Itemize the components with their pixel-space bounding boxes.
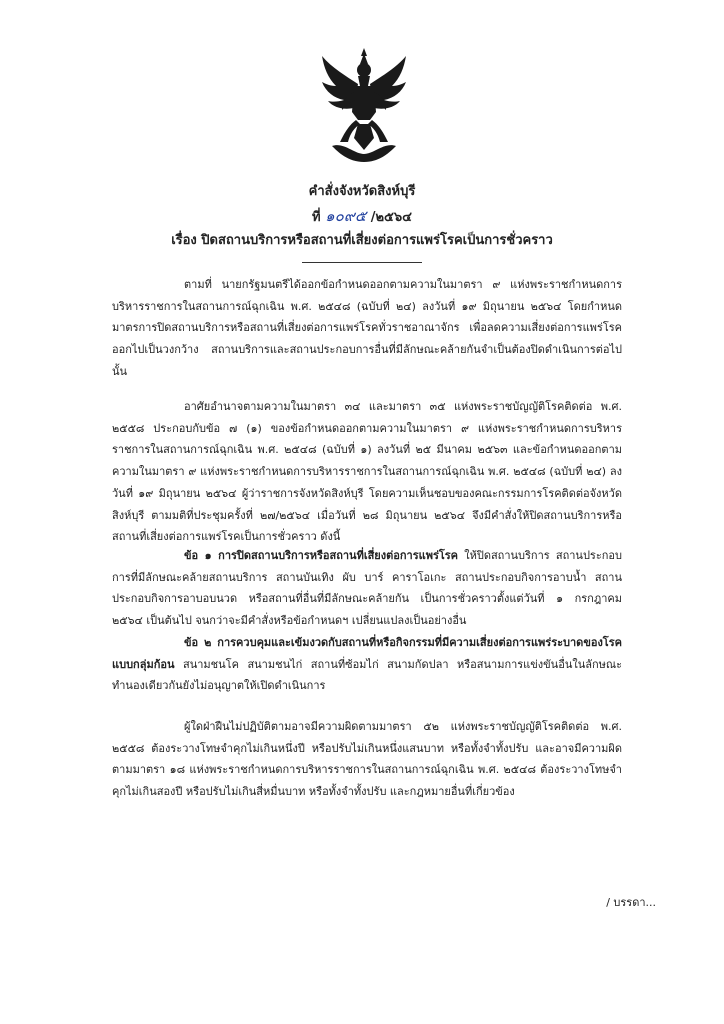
number-handwritten: ๑๐๙๕ bbox=[325, 207, 367, 225]
divider bbox=[302, 262, 422, 263]
continuation-marker: / บรรดา... bbox=[606, 896, 656, 909]
paragraph-authority: อาศัยอำนาจตามความในมาตรา ๓๔ และมาตรา ๓๕ แห่งพระราชบัญญัติโรคติดต่อ พ.ศ. ๒๕๕๘ ประกอบกับข้อ ๗ (๑) ของข้อกำหนดออกตามความในมาตรา ๙ แห่งพระราชกำหนดการบริหารราชการในสถานการณ์ฉุกเฉิน พ.ศ. ๒๕๔๘ (ฉบับที่ ๑) ลงวันที่ ๒๕ มีนาคม ๒๕๖๓ และข้อกำหนดออกตามความในมาตรา ๙ แห่งพระราชกำหนดการบริหารราชการในสถานการณ์ฉุกเฉิน พ.ศ. ๒๕๔๘ (ฉบับที่ ๒๔) ลงวันที่ ๑๙ มิถุนายน ๒๕๖๔ ผู้ว่าราชการจังหวัดสิงห์บุรี โดยความเห็นชอบของคณะกรรมการโรคติดต่อจังหวัดสิงห์บุรี ตามมติที่ประชุมครั้งที่ ๒๗/๒๕๖๔ เมื่อวันที่ ๒๘ มิถุนายน ๒๕๖๔ จึงมีคำสั่งให้ปิดสถานบริการหรือสถานที่เสี่ยงต่อการแพร่โรคเป็นการชั่วคราว ดังนี้ bbox=[112, 400, 622, 544]
document-number bbox=[0, 208, 724, 226]
paragraph-clause-2 bbox=[112, 632, 622, 697]
clause-1-text: ให้ปิดสถานบริการ สถานประกอบการที่มีลักษณะคล้ายสถานบริการ สถานบันเทิง ผับ บาร์ คาราโอเกะ สถานประกอบกิจการอาบน้ำ สถานประกอบกิจการอาบอบนวด หรือสถานที่อื่นที่มีลักษณะคล้ายกัน เป็นการชั่วคราวตั้งแต่วันที่ ๑ กรกฎาคม ๒๕๖๔ เป็นต้นไป จนกว่าจะมีคำสั่งหรือข้อกำหนดฯ เปลี่ยนแปลงเป็นอย่างอื่น bbox=[112, 549, 622, 628]
clause-2-heading: ข้อ ๒ การควบคุมและเข้มงวดกับสถานที่หรือกิจกรรมที่มีความเสี่ยงต่อการแพร่ระบาดของโรคแบบกลุ่มก้อน bbox=[112, 636, 622, 671]
document-subject: เรื่อง ปิดสถานบริการหรือสถานที่เสี่ยงต่อการแพร่โรคเป็นการชั่วคราว bbox=[171, 233, 553, 248]
document-heading: คำสั่งจังหวัดสิงห์บุรี bbox=[308, 184, 416, 199]
paragraph-penalty: ผู้ใดฝ่าฝืนไม่ปฏิบัติตามอาจมีความผิดตามมาตรา ๕๒ แห่งพระราชบัญญัติโรคติดต่อ พ.ศ. ๒๕๕๘ ต้องระวางโทษจำคุกไม่เกินหนึ่งปี หรือปรับไม่เกินหนึ่งแสนบาท หรือทั้งจำทั้งปรับ และอาจมีความผิดตามมาตรา ๑๘ แห่งพระราชกำหนดการบริหารราชการในสถานการณ์ฉุกเฉิน พ.ศ. ๒๕๔๘ ต้องระวางโทษจำคุกไม่เกินสองปี หรือปรับไม่เกินสี่หมื่นบาท หรือทั้งจำทั้งปรับ และกฎหมายอื่นที่เกี่ยวข้อง bbox=[112, 720, 622, 799]
number-suffix: /๒๕๖๔ bbox=[370, 210, 412, 225]
number-prefix: ที่ bbox=[312, 210, 321, 225]
clause-1-heading: ข้อ ๑ การปิดสถานบริการหรือสถานที่เสี่ยงต่อการแพร่โรค bbox=[184, 549, 459, 562]
garuda-emblem-icon bbox=[318, 46, 410, 164]
paragraph-clause-1 bbox=[112, 545, 622, 632]
paragraph-background: ตามที่ นายกรัฐมนตรีได้ออกข้อกำหนดออกตามความในมาตรา ๙ แห่งพระราชกำหนดการบริหารราชการในสถานการณ์ฉุกเฉิน พ.ศ. ๒๕๔๘ (ฉบับที่ ๒๔) ลงวันที่ ๑๙ มิถุนายน ๒๕๖๔ โดยกำหนดมาตรการปิดสถานบริการหรือสถานที่เสี่ยงต่อการแพร่โรคทั่วราชอาณาจักร เพื่อลดความเสี่ยงต่อการแพร่โรคออกไปเป็นวงกว้าง สถานบริการและสถานประกอบการอื่นที่มีลักษณะคล้ายกันจำเป็นต้องปิดดำเนินการต่อไป นั้น bbox=[112, 278, 622, 378]
clause-2-text: สนามชนโค สนามชนไก่ สถานที่ซ้อมไก่ สนามกัดปลา หรือสนามการแข่งขันอื่นในลักษณะทำนองเดียวกันยังไม่อนุญาตให้เปิดดำเนินการ bbox=[112, 657, 622, 693]
